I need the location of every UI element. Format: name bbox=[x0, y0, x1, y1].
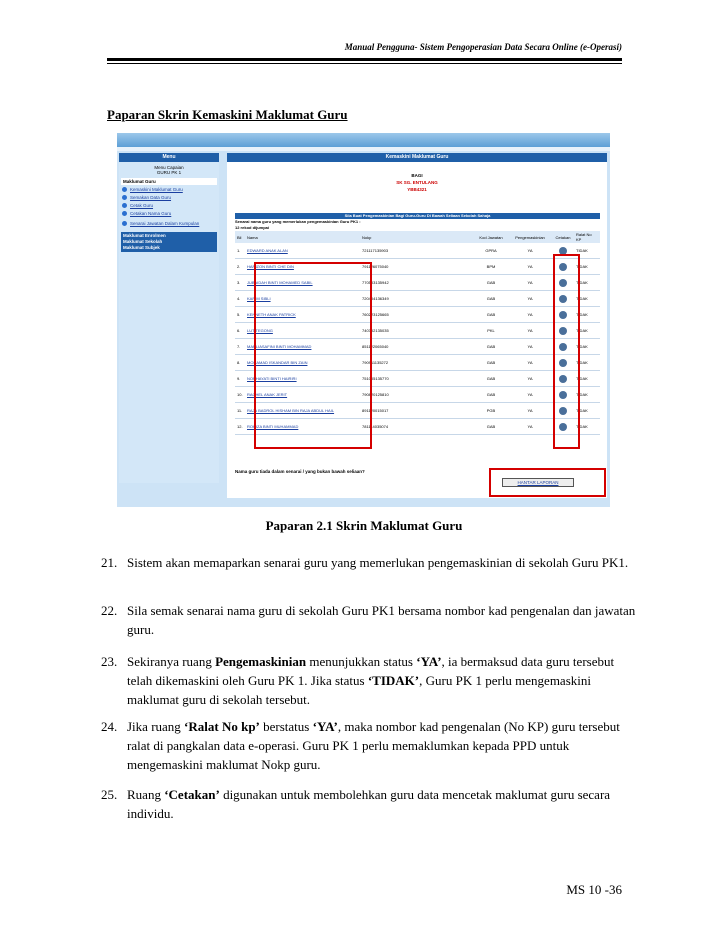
row-name-link[interactable]: EDWARD ANAK ALAN bbox=[247, 248, 288, 253]
row-nokp: 721117135903 bbox=[362, 248, 389, 253]
row-bil: 5. bbox=[237, 312, 241, 317]
row-kod-jawatan: GPRA bbox=[485, 248, 497, 253]
menu-title bbox=[119, 165, 219, 175]
arrow-icon bbox=[122, 187, 127, 192]
menu-title-line1: Menu Capaian bbox=[154, 165, 184, 170]
row-pengemaskinian: YA bbox=[527, 312, 533, 317]
table-row bbox=[235, 243, 600, 259]
col-ralat: Ralat No KP bbox=[576, 232, 592, 242]
row-pengemaskinian: YA bbox=[527, 344, 533, 349]
menu-item-label: Cetak Guru bbox=[130, 202, 154, 208]
menu-item-label: Cetakan Nama Guru bbox=[130, 210, 172, 216]
app-banner-strip bbox=[117, 147, 610, 151]
row-pengemaskinian: YA bbox=[527, 296, 533, 301]
app-banner bbox=[117, 133, 610, 147]
menu-item-cetak[interactable] bbox=[122, 201, 219, 209]
main-header: Kemaskini Maklumat Guru bbox=[227, 153, 607, 162]
menu-item-senarai-jawatan[interactable] bbox=[122, 217, 219, 229]
row-kod-jawatan: GAB bbox=[486, 360, 496, 365]
row-ralat: TIDAK bbox=[576, 360, 588, 365]
para-text: Sistem akan memaparkan senarai guru yang memerlukan pengemaskinian di sekolah Guru PK1. bbox=[127, 555, 629, 570]
screenshot-figure bbox=[117, 133, 610, 507]
col-nokp: Nokp bbox=[362, 234, 372, 240]
col-kod-jawatan: Kod Jawatan bbox=[479, 234, 503, 240]
highlight-nama bbox=[254, 262, 372, 449]
menu-link-sekolah[interactable]: Maklumat Sekolah bbox=[123, 239, 163, 244]
para-number: 25. bbox=[101, 787, 118, 802]
row-ralat: TIDAK bbox=[576, 376, 588, 381]
missing-teacher-note: Nama guru tiada dalam senarai / yang bukan bawah seliaan? bbox=[235, 469, 365, 474]
row-kod-jawatan: GAB bbox=[486, 392, 496, 397]
row-kod-jawatan: GAB bbox=[486, 280, 496, 285]
section-title: Paparan Skrin Kemaskini Maklumat Guru bbox=[107, 107, 348, 122]
row-name-link[interactable]: ROHIZA BINTI MUHAMMAD bbox=[247, 424, 299, 429]
row-bil: 8. bbox=[237, 360, 241, 365]
arrow-icon bbox=[122, 221, 127, 226]
row-nokp: 751005135770 bbox=[362, 376, 389, 381]
para-text: Ruang ‘Cetakan’ digunakan untuk membolehkan guru data mencetak maklumat guru secara individu. bbox=[127, 787, 611, 821]
row-name-link[interactable]: LUT TEGONG bbox=[247, 328, 273, 333]
send-report-button[interactable]: HANTAR LAPORAN bbox=[502, 478, 574, 487]
paragraph-21 bbox=[101, 553, 637, 572]
paragraph-24 bbox=[101, 717, 637, 774]
row-nokp: 790911135272 bbox=[362, 360, 389, 365]
school-code: YBB4321 bbox=[407, 187, 427, 192]
row-bil: 6. bbox=[237, 328, 241, 333]
row-ralat: TIDAK bbox=[576, 328, 588, 333]
arrow-icon bbox=[122, 211, 127, 216]
row-bil: 11. bbox=[237, 408, 243, 413]
header-rule-thin bbox=[107, 63, 622, 64]
menu-section-maklumat-guru: Maklumat Guru bbox=[121, 178, 217, 185]
para-number: 21. bbox=[101, 555, 118, 570]
school-name: SK SG. ENTULANG bbox=[396, 180, 438, 185]
row-name-link[interactable]: MOHAMAD ISKANDAR BIN ZAIN bbox=[247, 360, 308, 365]
row-nokp: 760223125665 bbox=[362, 312, 389, 317]
menu-item-kemaskini[interactable] bbox=[122, 185, 219, 193]
row-ralat: TIDAK bbox=[576, 248, 588, 253]
row-kod-jawatan: GAB bbox=[486, 424, 496, 429]
running-header: Manual Pengguna- Sistem Pengoperasian Data Secara Online (e-Operasi) bbox=[344, 42, 622, 52]
page-number: MS 10 -36 bbox=[566, 882, 622, 897]
bagi-label: BAGI bbox=[411, 173, 423, 178]
row-pengemaskinian: YA bbox=[527, 248, 533, 253]
row-ralat: TIDAK bbox=[576, 392, 588, 397]
table-title: Sila Buat Pengemaskinian Bagi Guru-Guru Di Bawah Seliaan Sekolah Sahaja bbox=[235, 213, 600, 219]
figure-caption: Paparan 2.1 Skrin Maklumat Guru bbox=[265, 518, 463, 533]
paragraph-25 bbox=[101, 785, 637, 823]
arrow-icon bbox=[122, 195, 127, 200]
menu-title-line2: GURU PK 1 bbox=[156, 170, 182, 175]
row-kod-jawatan: GAB bbox=[486, 296, 496, 301]
menu-header: Menu bbox=[119, 153, 219, 162]
row-nokp: 720404136349 bbox=[362, 296, 389, 301]
row-name-link[interactable]: KENNETH ANAK PATRICK bbox=[247, 312, 296, 317]
row-nokp: 851122065040 bbox=[362, 344, 389, 349]
menu-links bbox=[121, 232, 217, 252]
row-name-link[interactable]: HARIZON BINTI CHE DIN bbox=[247, 264, 294, 269]
row-pengemaskinian: YA bbox=[527, 392, 533, 397]
col-nama: Nama bbox=[247, 234, 258, 240]
table-header-row bbox=[235, 231, 600, 243]
row-bil: 7. bbox=[237, 344, 241, 349]
col-bil: Bil bbox=[237, 234, 242, 240]
list-title: Senarai nama guru yang memerlukan pengemaskinian Guru PK1 : bbox=[235, 219, 361, 224]
row-pengemaskinian: YA bbox=[527, 424, 533, 429]
para-number: 22. bbox=[101, 603, 118, 618]
row-bil: 9. bbox=[237, 376, 241, 381]
row-pengemaskinian: YA bbox=[527, 360, 533, 365]
row-pengemaskinian: YA bbox=[527, 376, 533, 381]
menu-link-subjek[interactable]: Maklumat Subjek bbox=[123, 245, 160, 250]
row-name-link[interactable]: MARLIASAFINI BINTI MOHAMMAD bbox=[247, 344, 312, 349]
row-name-link[interactable]: RACHEL ANAK JERIT bbox=[247, 392, 288, 397]
row-kod-jawatan: GAB bbox=[486, 376, 496, 381]
row-kod-jawatan: PGB bbox=[486, 408, 496, 413]
para-number: 23. bbox=[101, 654, 118, 669]
menu-item-label: Semakan Data Guru bbox=[130, 194, 172, 200]
menu-item-label: Kemaskini Maklumat Guru bbox=[130, 186, 183, 192]
row-bil: 3. bbox=[237, 280, 241, 285]
paragraph-22 bbox=[101, 601, 637, 639]
row-nokp: 740702135035 bbox=[362, 328, 389, 333]
menu-item-label: Senarai Jawatan Dalam Kumpulan bbox=[130, 220, 200, 226]
row-ralat: TIDAK bbox=[576, 280, 588, 285]
row-nokp: 791126075040 bbox=[362, 264, 389, 269]
sidebar-menu bbox=[119, 153, 219, 483]
row-ralat: TIDAK bbox=[576, 264, 588, 269]
paragraph-23 bbox=[101, 652, 637, 709]
row-name-link[interactable]: RAJA BADROL HISHAM BIN RAJA ABDUL HAIL bbox=[247, 408, 335, 413]
row-bil: 10. bbox=[237, 392, 243, 397]
col-pengemaskinian: Pengemaskinian bbox=[515, 234, 545, 240]
row-bil: 4. bbox=[237, 296, 241, 301]
para-text: Sila semak senarai nama guru di sekolah Guru PK1 bersama nombor kad pengenalan dan jawatan guru. bbox=[127, 603, 636, 637]
row-nokp: 781114035074 bbox=[362, 424, 389, 429]
menu-link-enrolmen[interactable]: Maklumat Enrolmen bbox=[123, 233, 166, 238]
para-text: Sekiranya ruang Pengemaskinian menunjukkan status ‘YA’, ia bermaksud data guru tersebut telah dikemaskini oleh Guru PK 1. Jika status ‘TIDAK’, Guru PK 1 perlu mengemaskini maklumat guru di sekolah tersebut. bbox=[127, 654, 615, 707]
row-ralat: TIDAK bbox=[576, 296, 588, 301]
row-pengemaskinian: YA bbox=[527, 264, 533, 269]
menu-item-semakan[interactable] bbox=[122, 193, 219, 201]
row-ralat: TIDAK bbox=[576, 312, 588, 317]
para-number: 24. bbox=[101, 719, 118, 734]
row-kod-jawatan: PKL bbox=[487, 328, 495, 333]
row-name-link[interactable]: JUBAIDAH BINTI MOHAMED SABIL bbox=[247, 280, 313, 285]
row-kod-jawatan: BPM bbox=[486, 264, 496, 269]
header-rule-thick bbox=[107, 58, 622, 61]
row-bil: 12. bbox=[237, 424, 243, 429]
record-count: 12 rekod dijumpai bbox=[235, 225, 270, 230]
row-ralat: TIDAK bbox=[576, 424, 588, 429]
row-name-link[interactable]: NORHAYATI BINTI HAIRIRI bbox=[247, 376, 297, 381]
row-bil: 1. bbox=[237, 248, 241, 253]
highlight-cetakan bbox=[553, 254, 580, 449]
row-nokp: 790820125810 bbox=[362, 392, 389, 397]
highlight-send bbox=[489, 468, 606, 497]
menu-item-cetakan-nama[interactable] bbox=[122, 209, 219, 217]
row-pengemaskinian: YA bbox=[527, 408, 533, 413]
row-ralat: TIDAK bbox=[576, 344, 588, 349]
row-kod-jawatan: GAB bbox=[486, 344, 496, 349]
row-bil: 2. bbox=[237, 264, 241, 269]
row-name-link[interactable]: KARIM SIBLI bbox=[247, 296, 271, 301]
arrow-icon bbox=[122, 203, 127, 208]
row-nokp: 770503135942 bbox=[362, 280, 389, 285]
col-cetakan: Cetakan bbox=[555, 234, 571, 240]
para-text: Jika ruang ‘Ralat No kp’ berstatus ‘YA’, maka nombor kad pengenalan (No KP) guru tersebut ralat di pangkalan data e-operasi. Guru PK 1 perlu memaklumkan kepada PPD untuk mengemaskini maklumat Nokp guru. bbox=[127, 719, 620, 772]
row-pengemaskinian: YA bbox=[527, 280, 533, 285]
row-kod-jawatan: GAB bbox=[486, 312, 496, 317]
row-ralat: TIDAK bbox=[576, 408, 588, 413]
row-pengemaskinian: YA bbox=[527, 328, 533, 333]
row-nokp: 891120015017 bbox=[362, 408, 389, 413]
